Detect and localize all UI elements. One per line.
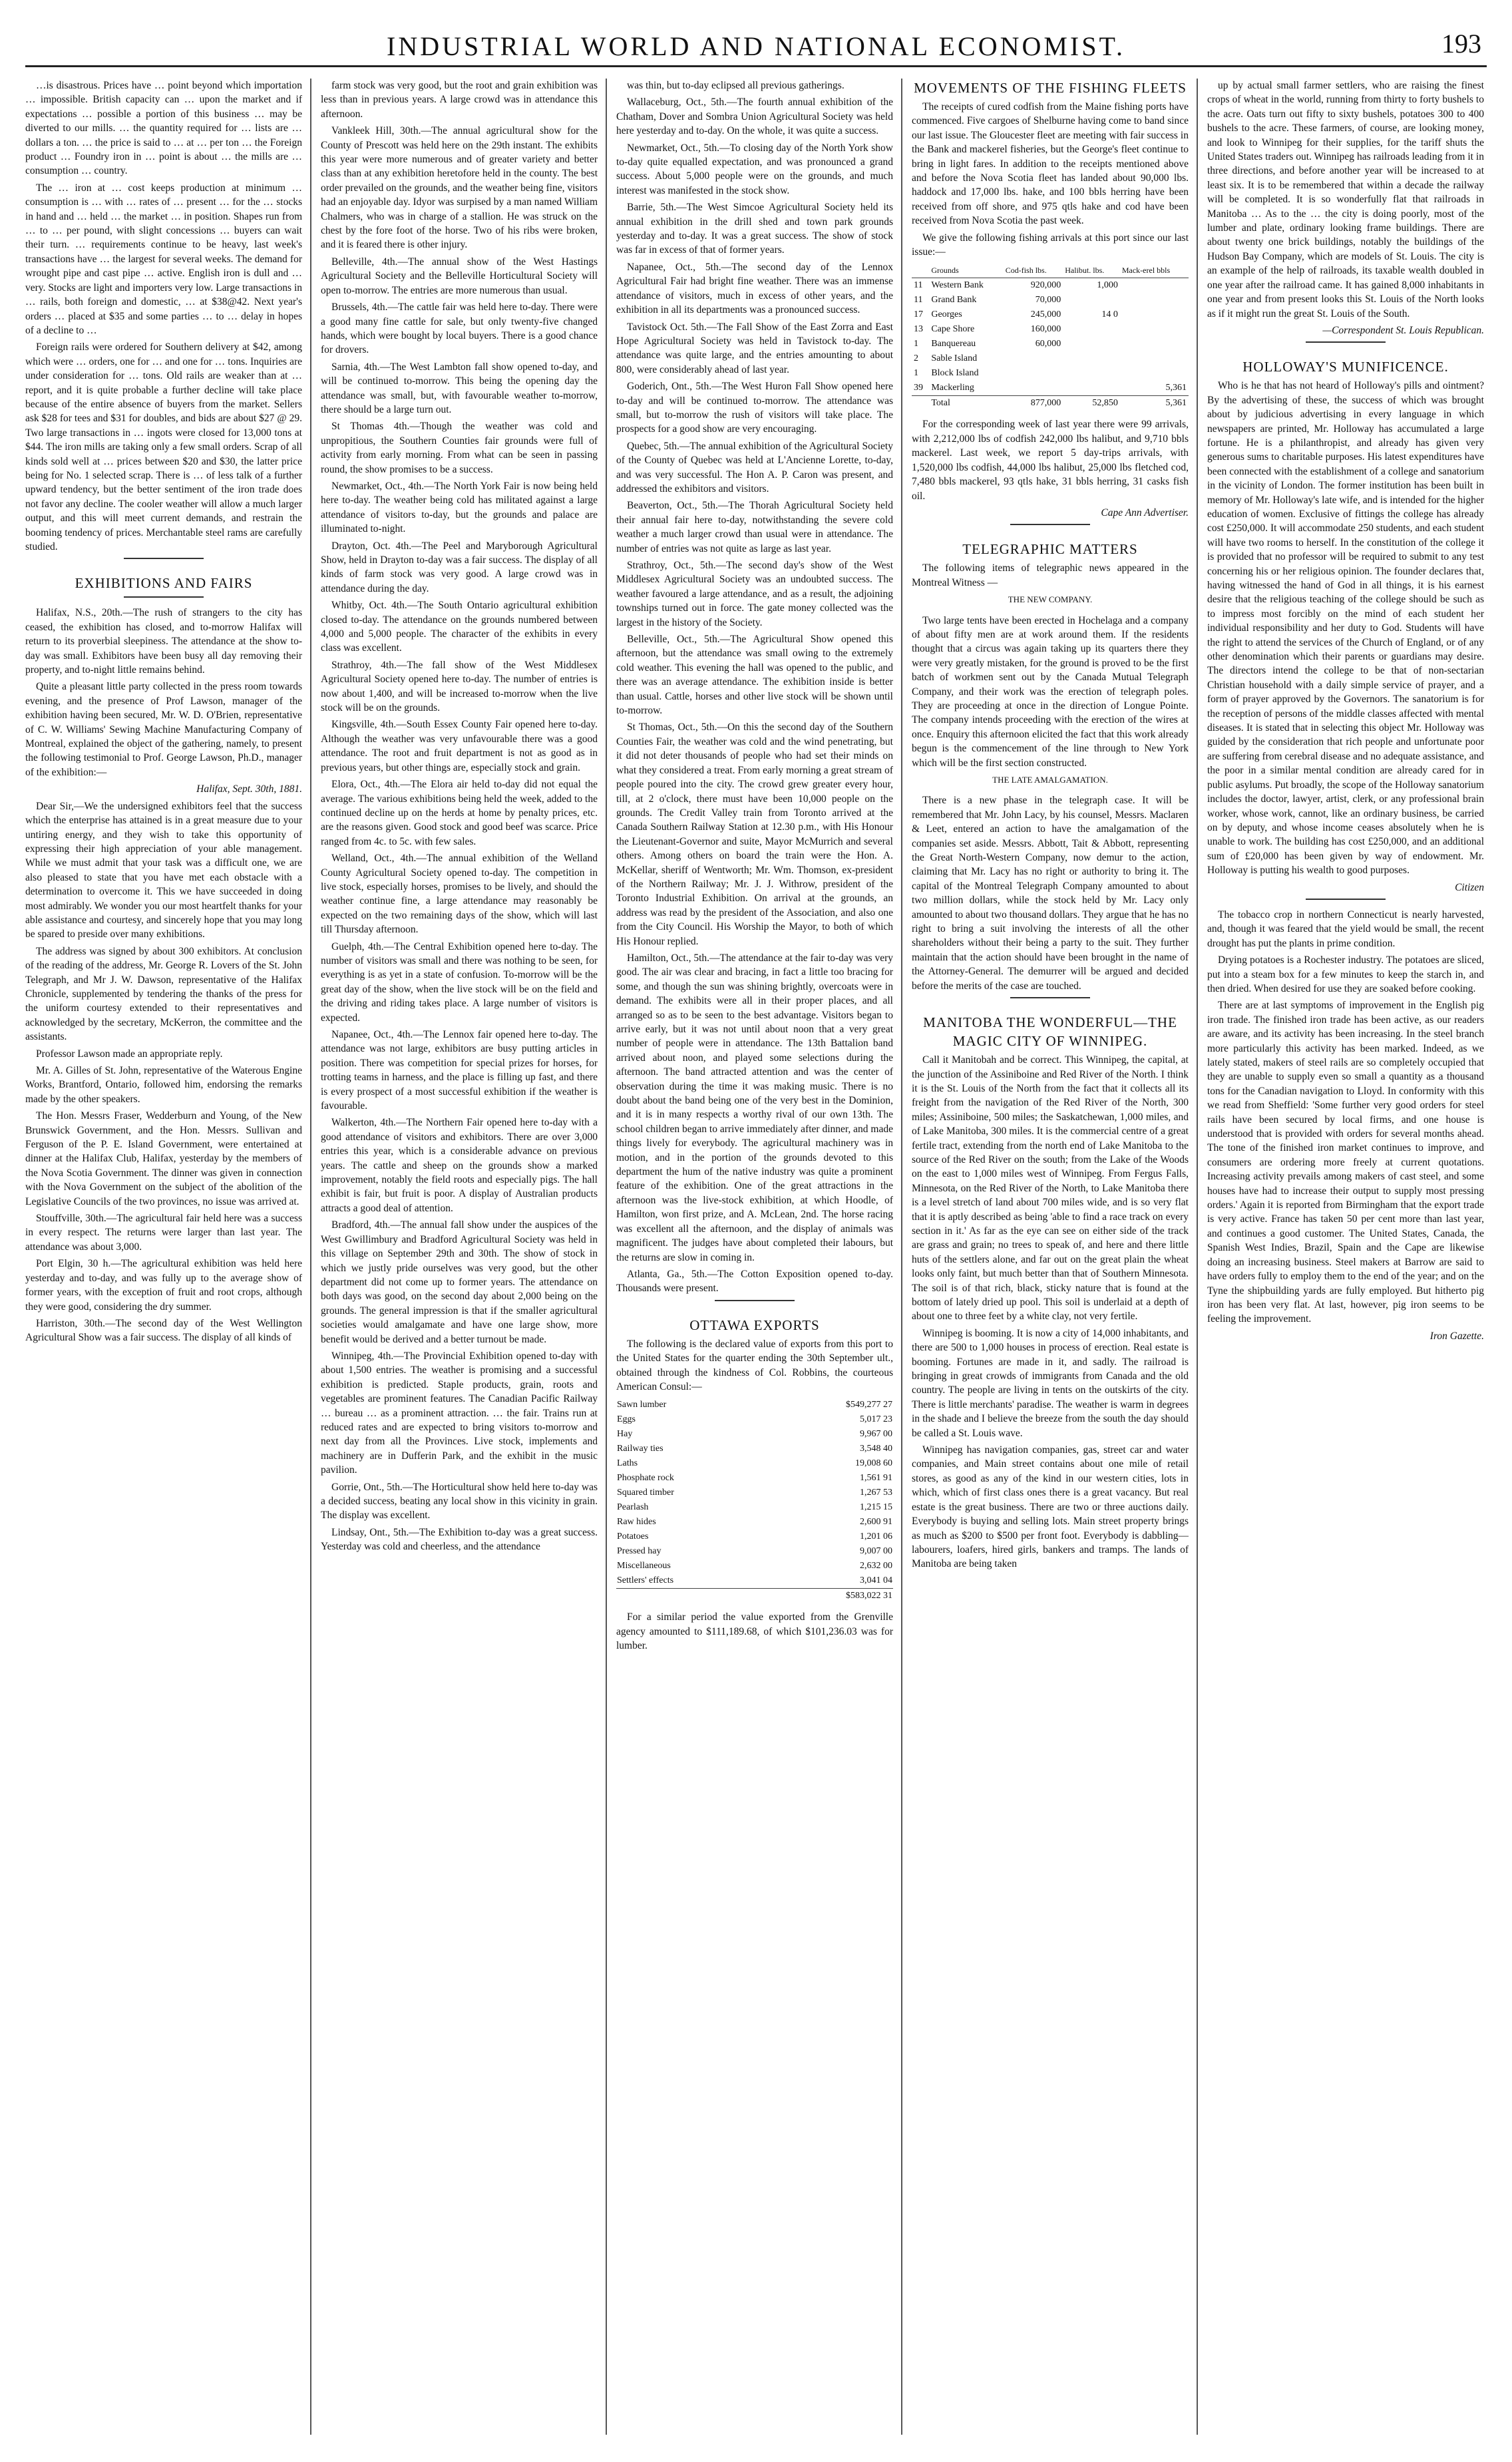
address-report: The address was signed by about 300 exhibitors. At conclusion of the reading of the address, Mr. George R. Lovers of the St. John Telegraph, and Mr J. W. Dawson, representative of the Halifax Chronicle, supplemented by tendering the thanks of the press for the uniform courtesy extended to their representatives and acknowledged by the secretary, McKerron, the committee and the assistants. [25, 945, 302, 1043]
column-divider [1197, 79, 1198, 2435]
fish-cell-n: 13 [914, 324, 923, 335]
brussels-report: Brussels, 4th.—The cattle fair was held here to-day. There were a good many fine cattle for sale, but only twenty-five changed hands, which were bought by local buyers. There is a good chance for drovers. [321, 302, 598, 356]
exports-total-row [616, 1589, 893, 1604]
sarnia-report: Sarnia, 4th.—The West Lambton fall show opened to-day, and will be continued to-morrow. This being the opening day the attendance was small, but, with favourable weather to-morrow, there should be a large turn out. [321, 361, 598, 415]
walkerton-report: Walkerton, 4th.—The Northern Fair opened here to-day with a good attendance of visitors and exhibitors. There are over 3,000 entries this year, which is a considerable advance on previous years. The cattle and sheep on the grounds show a marked improvement, notably the field roots and especially pigs. The hall exhibit is fair, but fruit is poor. A display of Australian products attracts a good deal of attention. [321, 1117, 598, 1214]
export-item: Pressed hay [617, 1546, 662, 1557]
fish-cell-cod: 160,000 [1030, 324, 1061, 335]
column-2 [321, 79, 598, 2435]
fish-cell-ground: Sable Island [931, 353, 978, 364]
fishing-paragraph-2: We give the following fishing arrivals at this port since our last issue:— [912, 232, 1189, 258]
export-value: 2,632 00 [860, 1561, 892, 1571]
export-value: 9,967 00 [860, 1429, 892, 1440]
export-value: 1,215 15 [860, 1502, 892, 1513]
fish-row [912, 351, 1189, 366]
fish-cell-ground: Cape Shore [931, 324, 975, 335]
export-value: 1,201 06 [860, 1532, 892, 1542]
fish-row [912, 308, 1189, 322]
export-item: Settlers' effects [617, 1575, 674, 1586]
exports-total: $583,022 31 [769, 1589, 893, 1604]
telegraphic-paragraph-2: There is a new phase in the telegraph case. It will be remembered that Mr. John Lacy, by his counsel, Messrs. Maclaren & Leet, entered an action to have the amalgamation of the companies set aside. Messrs. Abbott, Tait & Abbott, representing the Great North-Western Company, now demur to the action, claiming that Mr. Lacy has no right or authority to bring it. The capital of the Montreal Telegraph Company amounted to about two million dollars, while the stock held by Mr. Lacy only amounted to about two thousand dollars. They argue that he has no right to bring a suit involving the interests of all the other shareholders without their being a party to the suit. They further maintain that the action should have been brought in the name of the Attorney-General. The demurrer will be argued and decided before the merits of the case are touched. [912, 795, 1189, 992]
newspaper-page [25, 19, 1487, 2441]
column-divider [901, 79, 902, 2435]
manitoba-signature: —Correspondent St. Louis Republican. [1322, 324, 1484, 336]
section-divider [1306, 341, 1386, 343]
export-row [616, 1412, 893, 1427]
fish-cell-cod [1004, 381, 1063, 396]
fishing-fleets-heading: MOVEMENTS OF THE FISHING FLEETS [914, 80, 1187, 96]
export-row [616, 1456, 893, 1471]
government-dinner: The Hon. Messrs Fraser, Wedderburn and Young, of the New Brunswick Government, and the Hon. Messrs. Sullivan and Ferguson of the P. E. Island Government, were entertained at dinner at the Halifax Club, Halifax, yesterday by the members of the Nova Scotia Government. The dinner was given in connection with the Nova Government on the subject of the abolition of the Legislative Councils of the two provinces, no issue was arrived at. [25, 1110, 302, 1207]
st-thomas-second-day: St Thomas, Oct., 5th.—On this the second day of the Southern Counties Fair, the weather was cold and the wind penetrating, but it did not deter thousands of people who had set their minds on what they considered a treat. From early morning a great stream of people poured into the city. The crowd grew greater every hour, till, at 2 o'clock, there must have been 10,000 people on the grounds. The Credit Valley train from Toronto arrived at the Canada Southern Railway Station at 12.30 p.m., with His Honour the Lieutenant-Governor and suite, Mayor McMurrich and several others. Among others on board the train were the Hon. A. McKellar, sheriff of Wentworth; Mr. Wm. Thomson, ex-president of the Northern Railway; Mr. J. J. Withrow, president of the Toronto Industrial Exhibition. On arrival at the grounds, an address was read by the president of the Association, and also one from the City Council. His Worship the Mayor, to both of which His Honour replied. [616, 721, 893, 947]
drayton-report: Drayton, Oct. 4th.—The Peel and Maryborough Agricultural Show, held in Drayton to-day was a fair success. The display of all kinds of farm stock was very good. A large crowd was in attendance during the day. [321, 540, 598, 594]
telegraphic-subhead-1: THE NEW COMPANY. [1008, 594, 1093, 605]
tobacco-paragraph: The tobacco crop in northern Connecticut is nearly harvested, and, though it was feared that the yield would be small, the recent drought has put the plants in prime condition. [1207, 909, 1484, 949]
fish-cell-ground: Mackerling [931, 383, 974, 393]
atlanta-report: Atlanta, Ga., 5th.—The Cotton Exposition opened to-day. Thousands were present. [616, 1268, 893, 1295]
export-row [616, 1559, 893, 1573]
section-divider [1010, 524, 1090, 525]
lawson-reply: Professor Lawson made an appropriate reply. [36, 1048, 223, 1060]
export-value: 3,041 04 [860, 1575, 892, 1586]
column-1 [25, 79, 302, 2435]
fishing-paragraph-1: The receipts of cured codfish from the Maine fishing ports have commenced. Five cargoes of Shelburne having come to band since our last issue. The Gloucester fleet are meeting with fair success in the Bank and mackerel fisheries, but the George's fleet continue to bring in light fares. In addition to the receipts mentioned above and before the Nova Scotia fleet has landed about 90,000 lbs. haddock and 17,000 lbs. hake, and 100 bbls herring have been received from off shore, and 975 qtls hake and cod have been received from Nova Scotia the past week. [912, 101, 1189, 227]
export-value: 19,008 60 [855, 1458, 892, 1469]
fish-cell-n: 11 [914, 295, 923, 306]
export-item: Railway ties [617, 1444, 663, 1454]
manitoba-paragraph-1: Call it Manitobah and be correct. This Winnipeg, the capital, at the junction of the Assiniboine and Red River of the North. I think it is the St. Louis of the North from the fact that it collects all its freight from the navigation of the Red River of the North, 300 miles; Assiniboine, 500 miles; the Saskatchewan, 1,000 miles, and of Lake Manitoba, 300 miles. It is the commercial centre of a great fertile tract, extending from the north end of Lake Manitoba to the source of the Red River on the south; from the Lake of the Woods on the east to 1,000 miles west of Winnipeg. From Fergus Falls, Minnesota, on the Red River of the North, to Lake Manitoba there is a level stretch of land about 700 miles wide, and is so very flat that it is aptly described as being 'able to find a race track on every section in it.' As far as the eye can see on either side of the track are grass and grain; no trees to speak of, and here and there little huts of the settlers alone, and far out on the great plain the wheat looks only faint, but much better than that of Southern Minnesota. The soil is of that rich, black, sticky nature that is found at the bottom of lately dried up pool. This soil is underlaid at a depth of about one to three feet by a white clay, not very fertile. [912, 1054, 1189, 1323]
gilles-report: Mr. A. Gilles of St. John, representative of the Waterous Engine Works, Brantford, Ontario, followed him, endorsing the remarks made by the other speakers. [25, 1065, 302, 1105]
iron-market-paragraph-2: The … iron at … cost keeps production at minimum … consumption is … with … rates of … present … for the … stocks in hand and … held … the market … in position. Shapes run from … to … per pound, with slight concessions … buyers can wait their turn. … requirements continue to be heavy, last week's transactions have … the largest for several weeks. The demand for wrought pipe and cast pipe … active. English iron is dull and … very. Stocks are light and importers very low. Large transactions in … rails, both foreign and domestic, … at $38@42. Next year's orders … placed at $35 and some parties … to … delay in hopes of a decline to … [25, 182, 302, 336]
fish-cell-hal: 1,000 [1097, 280, 1118, 291]
fish-cell-hal [1063, 366, 1120, 381]
export-value: $549,277 27 [846, 1400, 892, 1410]
export-value: 5,017 23 [860, 1414, 892, 1425]
harriston-continued: farm stock was very good, but the root and grain exhibition was less than in previous years. A large crowd was in attendance this afternoon. [321, 80, 598, 120]
elora-report: Elora, Oct., 4th.—The Elora air held to-day did not equal the average. The various exhibitions being held the week, added to the continued decline up on the herds at home by penalty prices, etc. are the reasons given. Good stock and good beef was scarce. Price ranged from 4c. to 5c. with few sales. [321, 779, 598, 847]
export-row [616, 1398, 893, 1412]
telegraphic-subhead-2: THE LATE AMALGAMATION. [992, 775, 1108, 785]
winnipeg-report: Winnipeg, 4th.—The Provincial Exhibition opened to-day with about 1,500 entries. The weather is promising and a successful exhibition is predicted. Staple products, grain, roots and vegetables are prominent features. The Canadian Pacific Railway … bureau … as a prominent attraction. … the fair. Trains run at reduced rates and are expected to bring visitors to-morrow and next day from all the Provinces. Live stock, implements and machinery are in Dufferin Park, and the exhibit in the music pavilion. [321, 1350, 598, 1476]
export-item: Laths [617, 1458, 638, 1469]
columns [25, 79, 1487, 2435]
barrie-report: Barrie, 5th.—The West Simcoe Agricultural Society held its annual exhibition in the drill shed and town park grounds yesterday and to-day. It was a great success. The show of stock was far in excess of that of former years. [616, 202, 893, 256]
strathroy-report: Strathroy, 4th.—The fall show of the West Middlesex Agricultural Society opened here to-day. The number of entries is now about 1,400, and will be increased to-morrow when the live stock will be on the grounds. [321, 659, 598, 714]
iron-trade-source: Iron Gazette. [1429, 1330, 1484, 1342]
strathroy-second-day: Strathroy, Oct., 5th.—The second day's show of the West Middlesex Agricultural Society was an undoubted success. The weather favoured a large attendance, and as a result, the adjoining townships turned out in force. The gate money collected was the largest in the history of the Society. [616, 560, 893, 628]
column-4 [912, 79, 1189, 2435]
vankleek-report: Vankleek Hill, 30th.—The annual agricultural show for the County of Prescott was held here on the 29th instant. The exhibits this year were more numerous and of greater variety and better class than at any exhibition heretofore held in the county. The best order prevailed on the grounds, and the weather being fine, visitors had an enjoyable day. Idyor was surpised by a man named William Chalmers, who was in charge of a stallion. He was struck on the chest by the fore foot of the horse. Two of his ribs were broken, and it is feared there is other injury. [321, 125, 598, 251]
presentation-report: Quite a pleasant little party collected in the press room towards evening, and the presence of Prof Lawson, manager of the exhibition having been secured, Mr. W. D. O'Brien, representative of C. W. Williams' Sewing Machine Manufacturing Company of Montreal, explained the object of the gathering, namely, to present the following testimonial to Prof. George Lawson, Ph.D., manager of the exhibition:— [25, 681, 302, 778]
telegraphic-intro: The following items of telegraphic news appeared in the Montreal Witness — [912, 562, 1189, 588]
napanee-second-day: Napanee, Oct., 5th.—The second day of the Lennox Agricultural Fair had bright fine weather. There was an immense attendance of visitors, much in excess of other years, and the exhibition in all its departments was a pronounced success. [616, 261, 893, 316]
header-rule [25, 65, 1487, 67]
export-row [616, 1427, 893, 1442]
iron-market-paragraph-3: Foreign rails were ordered for Southern delivery at $42, among which were … orders, one for … and one for … tons. Inquiries are under consideration for … tons. Old rails are weaker than at … report, and it is quite probable a further decline will take place because of the entire absence of buyers from the market. Sellers ask $28 for tees and $31 for doubles, and bids are about $27 @ 29. Two large transactions in … ingots were closed for 13,000 tons at $44. The iron mills are taking only a few small orders. Scrap of all kinds sold well at … prices between $20 and $30, the latter price being for No. 1 selected scrap. There is … of less talk of a further upward tendency, but the better sentiment of the iron trade does not favor any decline. The cooler weather will allow a much larger output, and this will meet current demands, and restrain the booming tendency of prices. Merchantable steel rams are carefully studied. [25, 341, 302, 552]
holloway-paragraph: Who is he that has not heard of Holloway's pills and ointment? By the advertising of these, the success of which was brought about by judicious advertising in every language in which newspapers are printed, Mr. Holloway has accumulated a large fortune. He is a philanthropist, and already has given very generous sums to charitable purposes. His latest expenditures have been connected with the establishment of a college and sanatorium in the vicinity of London. The former institution has been built in memory of Mr. Holloway's late wife, and is intended for the higher education of women. Exclusive of fittings the college has already cost £250,000. It will accommodate 250 students, and each student will have two rooms to herself. In the constitution of the college it is provided that no professor will be required to submit to any test concerning his or her religious opinion. The founder declares that, having witnessed the hand of God in all things, it is his earnest desire that the religious teaching of the college should be such as to impress most forcibly on the mind of each student her individual responsibility and her duty to God. Students will have the right to attend the services of the Church of England, or of any other denomination which their parents or guardians may desire. The directors intend the college to be that of non-sectarian Christian household with a daily simple service of prayer, and a form of prayer approved by the Governors. The sanatorium is for the reception of persons of the middle classes affected with mental diseases. It is stated that in selecting this object Mr. Holloway was guided by the consideration that rich people and unfortunate poor are suffering from cerebral disease and no adequate assistance, and the poor in a similar mental condition are already cared for in public asylums. Put broadly, the scope of the Holloway sanatorium includes the doctor, lawyer, artist, clerk, or any professional brain worker, whose work, cannot, like an ordinary business, be carried on by deputy, and whose income ceases absolutely when he is unable to work. The building has cost £250,000, and an additional sum of £20,000 has been given by way of endowment. Mr. Holloway is putting his wealth to good purposes. [1207, 380, 1484, 877]
st-thomas-report: St Thomas 4th.—Though the weather was cold and unpropitious, the Southern Counties fair grounds were full of activity from early morning. From what can be seen in passing round, the show promises to be a success. [321, 421, 598, 475]
section-divider [1010, 997, 1090, 998]
section-divider [124, 596, 204, 598]
section-divider [124, 558, 204, 559]
export-item: Hay [617, 1429, 633, 1440]
fish-row [912, 337, 1189, 351]
fishing-source: Cape Ann Advertiser. [1101, 507, 1189, 518]
stouffville-report: Stouffville, 30th.—The agricultural fair held here was a success in every respect. The returns were larger than last year. The attendance was about 3,000. [25, 1213, 302, 1253]
column-3 [616, 79, 893, 2435]
export-row [616, 1442, 893, 1456]
export-row [616, 1500, 893, 1515]
manitoba-continued: up by actual small farmer settlers, who are raising the finest crops of wheat in the world, running from thirty to forty bushels to the acre. Oats turn out fifty to sixty bushels, potatoes 300 to 400 bushels to the acre. These farmers, of course, are looking money, and look to Winnipeg for their supplies, for the tariff shuts the United States traders out. Winnipeg has railroads leading from it in three directions, and before another year will be increased to at least six. It is to be remembered that within a decade the railway will be completed. It is so wonderfully flat that railroads in Manitoba … As to the … the city is doing poorly, most of the lumber and plate, ordinary looking frame buildings. There are about twenty one brick buildings, notably the buildings of the Hudson Bay Company, which are models of St. Louis. The city is an example of the help of railroads, its taxable wealth doubled in one year after the railroad came. It has gained 8,000 inhabitants in one year and from present looks this St. Louis of the North looks as if it might run the great St. Louis of the South. [1207, 80, 1484, 319]
manitoba-paragraph-3: Winnipeg has navigation companies, gas, street car and water companies, and Main street contains about one mile of retail stores, as good as any of the kind in our western cities, lots in which, which of first class ones there is a great vacancy. But real estate is the great business. There are two or three auctions daily. Everybody is buying and selling lots. Main street property brings as much as $200 to $500 per front foot. Everybody is dabbling—labourers, loafers, hired girls, bankers and tramps. The lands of Manitoba are being taken [912, 1444, 1189, 1570]
export-row [616, 1573, 893, 1589]
welland-report: Welland, Oct., 4th.—The annual exhibition of the Welland County Agricultural Society opened to-day. The competition in live stock, especially horses, promises to be lively, and should the weather continue fine, a large attendance may reasonably be expected on the two remaining days of the show, which will last till Thursday afternoon. [321, 853, 598, 936]
holloway-heading: HOLLOWAY'S MUNIFICENCE. [1242, 359, 1449, 375]
export-item: Eggs [617, 1414, 636, 1425]
export-item: Potatoes [617, 1532, 649, 1542]
section-divider [1306, 899, 1386, 900]
fish-cell-hal [1063, 351, 1120, 366]
goderich-report: Goderich, Ont., 5th.—The West Huron Fall Show opened here to-day and will be continued to-morrow. The attendance was small, but to-morrow the rush of visitors will take place. The prospects for a good show are very encouraging. [616, 381, 893, 435]
fish-row [912, 322, 1189, 337]
column-5 [1207, 79, 1484, 2435]
page-number: 193 [1441, 29, 1481, 59]
export-item: Pearlash [617, 1502, 649, 1513]
fish-col-mackerel: Mack-erel bbls [1120, 263, 1189, 278]
fish-cell-ground: Banquereau [931, 339, 976, 349]
fish-cell-n: 1 [914, 368, 918, 379]
export-row [616, 1515, 893, 1530]
fish-cell-cod [1004, 366, 1063, 381]
fish-row [912, 293, 1189, 308]
fish-cell-cod: 920,000 [1030, 280, 1061, 291]
publication-title: INDUSTRIAL WORLD AND NATIONAL ECONOMIST. [387, 31, 1125, 61]
export-value: 9,007 00 [860, 1546, 892, 1557]
fish-cell-cod [1004, 351, 1063, 366]
fish-cell-cod: 245,000 [1030, 309, 1061, 320]
fish-cell-hal [1063, 293, 1120, 308]
iron-market-paragraph-1: …is disastrous. Prices have … point beyond which importation … impossible. British capacity can … upon the market and if expectations … possible a portion of this business … may be diverted to our mills. … the quantity required for … lists are … dollars a ton. … the price is said to … at … per ton … the Foreign product … Foundry iron in … point is about … the mills are … consumption … country. [25, 80, 302, 177]
export-value: 3,548 40 [860, 1444, 892, 1454]
fish-total-row: Total 877,000 52,850 5,361 [912, 396, 1189, 411]
belleville-report: Belleville, 4th.—The annual show of the West Hastings Agricultural Society and the Belleville Horticultural Society will open to-morrow. The entries are more numerous than usual. [321, 256, 598, 296]
fish-cell-ground: Grand Bank [931, 295, 977, 306]
export-item: Sawn lumber [617, 1400, 667, 1410]
fish-cell-mack [1120, 293, 1189, 308]
guelph-report: Guelph, 4th.—The Central Exhibition opened here to-day. The number of visitors was small and there was nothing to be seen, for everything is as yet in a state of confusion. To-morrow will be the great day of the show, when the live stock will be on the field and the driving and riding takes place. A large number of visitors is expected. [321, 940, 598, 1024]
fish-cell-ground: Georges [931, 309, 962, 320]
manitoba-heading: MANITOBA THE WONDERFUL—THE MAGIC CITY OF WINNIPEG. [923, 1014, 1177, 1050]
lindsay-continued: was thin, but to-day eclipsed all previous gatherings. [627, 80, 845, 91]
ottawa-exports-heading: OTTAWA EXPORTS [689, 1317, 820, 1333]
fish-col-halibut: Halibut. lbs. [1063, 263, 1120, 278]
export-item: Phosphate rock [617, 1473, 674, 1484]
export-value: 1,561 91 [860, 1473, 892, 1484]
fish-cell-mack [1120, 278, 1189, 294]
kingsville-report: Kingsville, 4th.—South Essex County Fair opened here to-day. Although the weather was very unfavourable there was a good attendance. The root and fruit department is not as good as in previous years, but other things are, especially stock and grain. [321, 719, 598, 773]
fish-cell-ground: Block Island [931, 368, 979, 379]
fish-row [912, 366, 1189, 381]
export-row [616, 1530, 893, 1544]
potatoes-paragraph: Drying potatoes is a Rochester industry. The potatoes are sliced, put into a steam box for a few minutes to keep the starch in, and then dried. When desired for use they are soaked before cooking. [1207, 954, 1484, 994]
fish-cell-ground: Western Bank [931, 280, 984, 291]
export-value: 1,267 53 [860, 1488, 892, 1498]
fish-col-grounds: Grounds [929, 263, 1003, 278]
wallaceburg-report: Wallaceburg, Oct., 5th.—The fourth annual exhibition of the Chatham, Dover and Sombra Union Agricultural Society was held here yesterday and to-day. On the whole, it was quite a success. [616, 97, 893, 137]
hamilton-report: Hamilton, Oct., 5th.—The attendance at the fair to-day was very good. The air was clear and bracing, in fact a little too bracing for some, and though the sun was shining brightly, overcoats were in demand. The exhibits were all in their proper places, and all arranged so as to be seen to the best advantage. Visitors began to arrive early, but it was not until about noon that a very great number of people were in attendance. The 13th Battalion band arrived about noon, and played some selections during the afternoon. The band attracted attention and was the center of observation during the time it was making music. There is no doubt about the band being one of the very best in the Dominion, and it is in many respects a worthy rival of our own 13th. The school children began to arrive immediately after dinner, and made things lively for everybody. The agricultural machinery was in motion, and in the portion of the grounds devoted to this department the hum of the native industry was quite a prominent feature of the exhibition. One of the great attractions in the afternoon was the live-stock exhibition, at which Hoodle, of Hamilton, won first prize, and A. McLean, 2nd. The horse racing was excellent all the afternoon, and the display of animals was magnificent. The judges have about completed their labours, but the returns are slow in coming in. [616, 952, 893, 1263]
fish-cell-mack [1120, 366, 1189, 381]
belleville-opening: Belleville, Oct., 5th.—The Agricultural Show opened this afternoon, but the attendance was small owing to the extremely cold weather. This evening the hall was opened to the public, and there was an average attendance. The exhibition inside is better than usual. Cattle, horses and other live stock will be shown until to-morrow. [616, 634, 893, 717]
fish-cell-cod: 60,000 [1035, 339, 1061, 349]
port-elgin-report: Port Elgin, 30 h.—The agricultural exhibition was held here yesterday and to-day, and was fully up to the average show of former years, with the exception of fruit and root crops, although they were good, considering the dry summer. [25, 1258, 302, 1313]
ottawa-exports-intro: The following is the declared value of exports from this port to the United States for the quarter ending the 30th September ult., obtained through the kindness of Col. Robbins, the courteous American Consul:— [616, 1338, 893, 1392]
column-divider [310, 79, 311, 2435]
fish-cell-mack: 5,361 [1165, 383, 1187, 393]
fish-cell-hal [1063, 381, 1120, 396]
newmarket-report: Newmarket, Oct., 4th.—The North York Fair is now being held here to-day. The weather being cold has militated against a large attendance of visitors to-day, but the grounds and palace are illuminated to-night. [321, 480, 598, 535]
export-value: 2,600 91 [860, 1517, 892, 1528]
fish-cell-n: 39 [914, 383, 923, 393]
harriston-report: Harriston, 30th.—The second day of the West Wellington Agricultural Show was a fair success. The display of all kinds of [25, 1317, 302, 1344]
exports-note: For a similar period the value exported from the Grenville agency amounted to $111,189.68, of which $101,236.03 was for lumber. [616, 1611, 893, 1652]
fishing-paragraph-3: For the corresponding week of last year there were 99 arrivals, with 2,212,000 lbs of codfish 242,000 lbs halibut, and 9,710 bbls mackerel. Last week, we report 5 day-trips arrivals, with 1,520,000 lbs codfish, 44,000 lbs halibut, 25,000 lbs fletched cod, 7,480 bbls mackerel, 93 qtls hake, 31 bbls herring, 31 casks fish oil. [912, 419, 1189, 502]
export-row [616, 1486, 893, 1500]
fish-cell-n: 1 [914, 339, 918, 349]
napanee-report: Napanee, Oct., 4th.—The Lennox fair opened here to-day. The attendance was not large, exhibitors are busy putting articles in position. There was competition for special prizes for horses, for trotting teams in harness, and the place is filling up fast, and there is every prospect of a most successful exhibition if the weather is favourable. [321, 1029, 598, 1112]
fish-cell-hal [1063, 322, 1120, 337]
export-item: Raw hides [617, 1517, 656, 1528]
export-item: Squared timber [617, 1488, 674, 1498]
section-divider [715, 1300, 795, 1301]
fish-row [912, 381, 1189, 396]
beaverton-report: Beaverton, Oct., 5th.—The Thorah Agricultural Society held their annual fair here to-day, notwithstanding the severe cold weather a much larger crowd than usual were in attendance. The number of entries was not quite as large as last year. [616, 500, 893, 554]
fish-cell-hal: 14 0 [1101, 309, 1118, 320]
exhibitions-heading: EXHIBITIONS AND FAIRS [75, 575, 253, 592]
masthead [25, 19, 1487, 65]
lindsay-report: Lindsay, Ont., 5th.—The Exhibition to-day was a great success. Yesterday was cold and cheerless, and the attendance [321, 1526, 598, 1553]
fish-cell-mack [1120, 322, 1189, 337]
fish-cell-hal [1063, 337, 1120, 351]
newmarket-closing-report: Newmarket, Oct., 5th.—To closing day of the North York show to-day quite equalled expectation, and was pronounced a grand success. About 5,000 people were on the grounds, and much interest was manifested in the stock show. [616, 142, 893, 196]
holloway-source: Citizen [1455, 881, 1484, 893]
whitby-report: Whitby, Oct. 4th.—The South Ontario agricultural exhibition closed to-day. The attendance on the grounds numbered between 4,000 and 5,000 people. The character of the exhibits in every class was excellent. [321, 600, 598, 654]
letter-dateline: Halifax, Sept. 30th, 1881. [196, 783, 302, 795]
fish-cell-n: 17 [914, 309, 923, 320]
iron-trade-paragraph: There are at last symptoms of improvement in the English pig iron trade. The finished iron trade has been active, as our readers are aware, and its activity has been increasing. In the steel branch more particularly this activity has been marked. Indeed, as we lately stated, makers of steel rails are so completely occupied that they are unable to supply even so small a quantity as a thousand tons for the Canadian navigation to Lloyd. In conformity with this we read from Sheffield: 'Some further very good orders for steel rails have been secured by local firms, and one house is understood that is provided with orders for several months ahead. The tone of the finished iron market continues to improve, and consumers are ordering more freely at current quotations. Increasing activity prevails among makers of cast steel, and some houses have had to increase their output to supply most pressing orders.' Again it is reported from Birmingham that the export trade is very active. France has taken 50 per cent more than last year, and continues a good customer. The United States, Canada, the Spanish West Indies, Brazil, Spain and the Cape are likewise doing an increasing business. Steel makers at Barrow are said to have orders fully to employ them to the end of the year; and on the Tyne the shipbuilding yards are fully employed. But hitherto pig iron has been very flat. At last, however, pig iron seems to be feeling the improvement. [1207, 1000, 1484, 1325]
fish-row [912, 278, 1189, 294]
gorrie-report: Gorrie, Ont., 5th.—The Horticultural show held here to-day was a decided success, beating any local show in this vicinity in grain. The display was excellent. [321, 1481, 598, 1522]
export-row [616, 1544, 893, 1559]
quebec-report: Quebec, 5th.—The annual exhibition of the Agricultural Society of the County of Quebec was held at L'Ancienne Lorette, to-day, and was very successful. The Hon A. P. Caron was present, and addressed the exhibitors and visitors. [616, 440, 893, 495]
fish-cell-mack [1120, 351, 1189, 366]
testimonial-letter: Dear Sir,—We the undersigned exhibitors feel that the success which the enterprise has attained is in a great measure due to your untiring energy, and they wish to take this opportunity of expressing their high appreciation of your able management. While we must admit that your task was a difficult one, we are also pleased to state that you have met each obstacle with a determination to overcome it. This we have succeeded in doing most admirably. We wonder you our most heartfelt thanks for your able assistance and courtesy, and sincerely hope that you may long be spared to preside over many exhibitions. [25, 800, 302, 940]
telegraphic-paragraph-1: Two large tents have been erected in Hochelaga and a company of about fifty men are at work around them. If the residents thought that a circus was again taking up its quarters there they were very greatly mistaken, for the ground is proved to be the first batch of workmen sent out by the Canada Mutual Telegraph Company, and their work was the erection of telegraph poles. They are proceeding at once in the direction of Longue Pointe. The company intends proceeding with the erection of the wires at once. Enquiry this afternoon elicited the fact that this work already begun is the commencement of the line through to New York which will be the first section constructed. [912, 614, 1189, 769]
halifax-report: Halifax, N.S., 20th.—The rush of strangers to the city has ceased, the exhibition has closed, and to-morrow Halifax will return to its proverbial sleepiness. The attendance at the show to-day was small. Exhibitors have been busy all day removing their property, and to-night little remains behind. [25, 607, 302, 676]
fish-cell-cod: 70,000 [1035, 295, 1061, 306]
telegraphic-heading: TELEGRAPHIC MATTERS [962, 541, 1138, 558]
column-divider [606, 79, 607, 2435]
fishing-arrivals-table [912, 263, 1189, 411]
export-item: Miscellaneous [617, 1561, 671, 1571]
bradford-report: Bradford, 4th.—The annual fall show under the auspices of the West Gwillimbury and Bradford Agricultural Society was held in this village on September 29th and 30th. The show of stock in which we justly pride ourselves was very good, but the other department did not come up to former years. The attendance on both days was good, on the second day about 2,000 being on the grounds. The general impression is that if the smaller agricultural societies would amalgamate and have one large show, more benefit would be derived and a better turnout be made. [321, 1219, 598, 1345]
fish-cell-n: 2 [914, 353, 918, 364]
fish-cell-mack [1120, 308, 1189, 322]
fish-col-cod: Cod-fish lbs. [1004, 263, 1063, 278]
manitoba-paragraph-2: Winnipeg is booming. It is now a city of 14,000 inhabitants, and there are 500 to 1,000 houses in process of erection. Real estate is booming. Fortunes are made in it, and sadly. The railroad is bringing in great crowds of immigrants from Canada and the old country. The people are living in tents on the outskirts of the city. There is little merchants' paradise. The weather is warm in degrees in the shade and I believe the breeze from the south the day should be called a St. Louis wave. [912, 1327, 1189, 1439]
export-row [616, 1471, 893, 1486]
fish-col-n [912, 263, 929, 278]
fish-cell-n: 11 [914, 280, 923, 291]
fish-cell-mack [1120, 337, 1189, 351]
exports-table [616, 1398, 893, 1603]
tavistock-report: Tavistock Oct. 5th.—The Fall Show of the East Zorra and East Hope Agricultural Society was held in Tavistock to-day. The attendance was quite large, and the entries amounting to about 800, were considerably ahead of last year. [616, 321, 893, 375]
